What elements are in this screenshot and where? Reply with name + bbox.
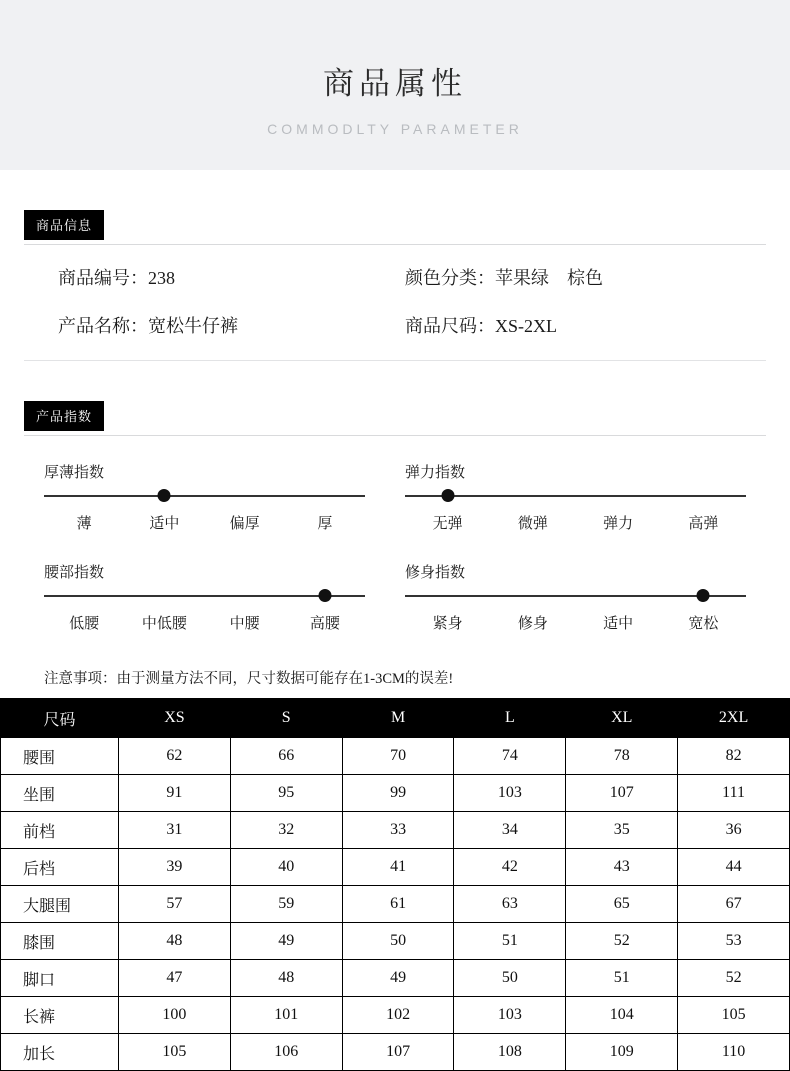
row-header: 膝围 bbox=[1, 923, 119, 960]
table-row bbox=[1, 923, 790, 960]
scale-label: 高弹 bbox=[688, 516, 719, 532]
table-cell: 31 bbox=[119, 812, 231, 849]
column-header: 尺码 bbox=[1, 699, 119, 738]
product-info-tag: 商品信息 bbox=[24, 210, 104, 240]
index-slider[interactable] bbox=[44, 489, 365, 503]
index-scale bbox=[44, 612, 365, 633]
scale-label: 低腰 bbox=[69, 616, 100, 632]
table-cell: 48 bbox=[119, 923, 231, 960]
table-cell: 67 bbox=[678, 886, 790, 923]
page-subtitle: COMMODLTY PARAMETER bbox=[267, 121, 523, 137]
table-cell: 107 bbox=[566, 775, 678, 812]
table-cell: 49 bbox=[230, 923, 342, 960]
table-cell: 49 bbox=[342, 960, 454, 997]
info-value: 苹果绿 棕色 bbox=[495, 268, 603, 288]
index-waist bbox=[24, 561, 395, 633]
index-grid bbox=[24, 461, 766, 661]
table-cell: 99 bbox=[342, 775, 454, 812]
table-cell: 107 bbox=[342, 1034, 454, 1071]
index-title: 修身指数 bbox=[405, 565, 466, 581]
table-cell: 32 bbox=[230, 812, 342, 849]
info-label: 商品尺码： bbox=[405, 316, 495, 336]
table-cell: 102 bbox=[342, 997, 454, 1034]
table-cell: 44 bbox=[678, 849, 790, 886]
index-title: 厚薄指数 bbox=[44, 465, 105, 481]
scale-label: 高腰 bbox=[309, 616, 340, 632]
scale-label: 弹力 bbox=[603, 516, 634, 532]
table-cell: 91 bbox=[119, 775, 231, 812]
row-header: 坐围 bbox=[1, 775, 119, 812]
index-scale bbox=[405, 612, 746, 633]
index-slider[interactable] bbox=[405, 489, 746, 503]
scale-label: 修身 bbox=[517, 616, 548, 632]
table-cell: 40 bbox=[230, 849, 342, 886]
info-value: 238 bbox=[148, 268, 175, 288]
index-scale bbox=[405, 512, 746, 533]
table-cell: 48 bbox=[230, 960, 342, 997]
scale-label: 适中 bbox=[149, 516, 180, 532]
info-label: 产品名称： bbox=[58, 316, 148, 336]
info-item-name bbox=[24, 312, 395, 338]
index-slider[interactable] bbox=[44, 589, 365, 603]
index-scale bbox=[44, 512, 365, 533]
row-header: 大腿围 bbox=[1, 886, 119, 923]
scale-label: 宽松 bbox=[688, 616, 719, 632]
column-header: XS bbox=[119, 699, 231, 738]
info-row bbox=[24, 264, 766, 290]
table-cell: 43 bbox=[566, 849, 678, 886]
table-cell: 70 bbox=[342, 738, 454, 775]
info-value: XS-2XL bbox=[495, 316, 557, 336]
index-fit bbox=[395, 561, 766, 633]
table-row bbox=[1, 1034, 790, 1071]
table-cell: 66 bbox=[230, 738, 342, 775]
measurement-notice: 注意事项：由于测量方法不同，尺寸数据可能存在1-3CM的误差! bbox=[44, 671, 454, 687]
table-cell: 50 bbox=[454, 960, 566, 997]
product-info-block bbox=[24, 264, 766, 361]
scale-label: 适中 bbox=[603, 616, 634, 632]
row-header: 后档 bbox=[1, 849, 119, 886]
column-header: 2XL bbox=[678, 699, 790, 738]
content-section bbox=[0, 210, 790, 688]
scale-label: 微弹 bbox=[517, 516, 548, 532]
column-header: S bbox=[230, 699, 342, 738]
row-header: 长裤 bbox=[1, 997, 119, 1034]
scale-label: 无弹 bbox=[432, 516, 463, 532]
row-header: 脚口 bbox=[1, 960, 119, 997]
table-cell: 33 bbox=[342, 812, 454, 849]
row-header: 加长 bbox=[1, 1034, 119, 1071]
slider-thumb[interactable] bbox=[697, 589, 710, 602]
table-cell: 39 bbox=[119, 849, 231, 886]
slider-track bbox=[44, 595, 365, 597]
product-index-heading bbox=[24, 401, 766, 427]
table-cell: 78 bbox=[566, 738, 678, 775]
info-item-size bbox=[395, 312, 766, 338]
scale-label: 厚 bbox=[317, 516, 333, 532]
table-cell: 105 bbox=[119, 1034, 231, 1071]
table-cell: 74 bbox=[454, 738, 566, 775]
table-cell: 36 bbox=[678, 812, 790, 849]
scale-label: 薄 bbox=[76, 516, 92, 532]
table-cell: 62 bbox=[119, 738, 231, 775]
table-cell: 52 bbox=[678, 960, 790, 997]
slider-track bbox=[44, 495, 365, 497]
table-cell: 103 bbox=[454, 997, 566, 1034]
info-label: 商品编号： bbox=[58, 268, 148, 288]
table-cell: 41 bbox=[342, 849, 454, 886]
scale-label: 紧身 bbox=[432, 616, 463, 632]
table-cell: 82 bbox=[678, 738, 790, 775]
table-cell: 100 bbox=[119, 997, 231, 1034]
table-cell: 95 bbox=[230, 775, 342, 812]
table-cell: 101 bbox=[230, 997, 342, 1034]
table-cell: 34 bbox=[454, 812, 566, 849]
slider-thumb[interactable] bbox=[158, 489, 171, 502]
table-cell: 35 bbox=[566, 812, 678, 849]
table-row bbox=[1, 775, 790, 812]
table-cell: 108 bbox=[454, 1034, 566, 1071]
table-cell: 65 bbox=[566, 886, 678, 923]
slider-track bbox=[405, 595, 746, 597]
table-cell: 51 bbox=[566, 960, 678, 997]
size-table-body bbox=[1, 738, 790, 1071]
table-cell: 50 bbox=[342, 923, 454, 960]
column-header: XL bbox=[566, 699, 678, 738]
column-header: M bbox=[342, 699, 454, 738]
table-cell: 59 bbox=[230, 886, 342, 923]
table-cell: 110 bbox=[678, 1034, 790, 1071]
index-title: 腰部指数 bbox=[44, 565, 105, 581]
info-item-color bbox=[395, 264, 766, 290]
table-cell: 47 bbox=[119, 960, 231, 997]
table-cell: 63 bbox=[454, 886, 566, 923]
page-banner bbox=[0, 0, 790, 170]
scale-label: 中腰 bbox=[229, 616, 260, 632]
index-title: 弹力指数 bbox=[405, 465, 466, 481]
divider bbox=[24, 435, 766, 436]
table-cell: 52 bbox=[566, 923, 678, 960]
info-row bbox=[24, 312, 766, 338]
scale-label: 偏厚 bbox=[229, 516, 260, 532]
index-elasticity bbox=[395, 461, 766, 533]
table-cell: 103 bbox=[454, 775, 566, 812]
product-index-tag: 产品指数 bbox=[24, 401, 104, 431]
table-row bbox=[1, 812, 790, 849]
page-title: 商品属性 bbox=[323, 66, 467, 101]
table-row bbox=[1, 997, 790, 1034]
table-cell: 111 bbox=[678, 775, 790, 812]
info-value: 宽松牛仔裤 bbox=[148, 316, 238, 336]
scale-label: 中低腰 bbox=[141, 616, 187, 632]
table-row bbox=[1, 738, 790, 775]
row-header: 腰围 bbox=[1, 738, 119, 775]
info-item-code bbox=[24, 264, 395, 290]
table-cell: 109 bbox=[566, 1034, 678, 1071]
table-cell: 105 bbox=[678, 997, 790, 1034]
table-cell: 104 bbox=[566, 997, 678, 1034]
row-header: 前档 bbox=[1, 812, 119, 849]
table-cell: 42 bbox=[454, 849, 566, 886]
table-cell: 51 bbox=[454, 923, 566, 960]
table-row bbox=[1, 960, 790, 997]
table-header-row bbox=[1, 699, 790, 738]
slider-thumb[interactable] bbox=[441, 489, 454, 502]
index-thickness bbox=[24, 461, 395, 533]
divider bbox=[24, 244, 766, 245]
product-info-heading bbox=[24, 210, 766, 236]
info-label: 颜色分类： bbox=[405, 268, 495, 288]
table-cell: 53 bbox=[678, 923, 790, 960]
table-cell: 106 bbox=[230, 1034, 342, 1071]
table-cell: 61 bbox=[342, 886, 454, 923]
table-row bbox=[1, 849, 790, 886]
table-row bbox=[1, 886, 790, 923]
table-cell: 57 bbox=[119, 886, 231, 923]
size-table-head bbox=[1, 699, 790, 738]
index-slider[interactable] bbox=[405, 589, 746, 603]
column-header: L bbox=[454, 699, 566, 738]
slider-thumb[interactable] bbox=[318, 589, 331, 602]
size-table bbox=[0, 698, 790, 1071]
slider-track bbox=[405, 495, 746, 497]
